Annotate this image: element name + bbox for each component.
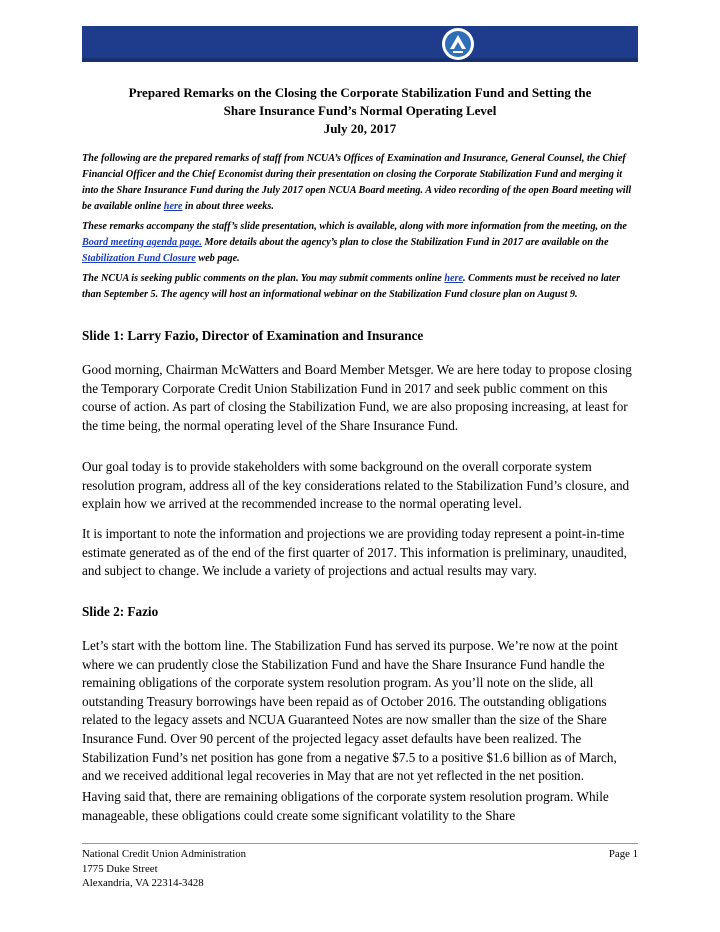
stabilization-fund-closure-link[interactable]: Stabilization Fund Closure <box>82 253 196 264</box>
slide2-paragraph-2: Having said that, there are remaining obligations of the corporate system resolution program. While manageable, these obligations could create some significant volatility to the Share <box>82 789 609 823</box>
intro3-text-end: . Comments must be received no later than September 5. The agency will host an informational webinar on the Stabilization Fund closure plan on August 9. <box>82 273 621 300</box>
intro1-text: The following are the prepared remarks of staff from NCUA’s Offices of Examination and Insurance, General Counsel, the Chief Financial Officer and the Chief Economist during their presentation on closing the Corporate Stabilization Fund and merging it into the Share Insurance Fund during the July 2017 open NCUA Board meeting. A video recording of the open Board meeting will be available online <box>82 153 632 212</box>
slide1-paragraph-3: It is important to note the information and projections we are providing today represent a point-in-time estimate generated as of the end of the first quarter of 2017. This information is preliminary, unaudited, and subject to change. We include a variety of projections and actual results may vary. <box>82 526 627 579</box>
intro2-text-end: web page. <box>195 253 240 264</box>
slide1-paragraph-1: Good morning, Chairman McWatters and Board Member Metsger. We are here today to propose closing the Temporary Corporate Credit Union Stabilization Fund in 2017 and seek public comment on this course of action. As part of closing the Stabilization Fund, we are also proposing increasing, at least for the time being, the normal operating level of the Share Insurance Fund. <box>82 362 632 433</box>
page-number: Page 1 <box>608 848 638 860</box>
comments-here-link[interactable]: here <box>444 273 464 284</box>
intro-paragraph-3 <box>82 271 638 303</box>
footer-city: Alexandria, VA 22314-3428 <box>82 877 204 889</box>
slide1-paragraph-2: Our goal today is to provide stakeholders with some background on the overall corporate system resolution program, address all of the key considerations related to the Stabilization Fund’s closure, and explain how we arrived at the recommended increase to the normal operating level. <box>82 459 630 512</box>
title-line-1: Prepared Remarks on the Closing the Corporate Stabilization Fund and Setting the <box>128 85 592 100</box>
page-footer <box>82 847 638 891</box>
intro-paragraph-1 <box>82 151 638 215</box>
header-banner <box>82 26 638 62</box>
slide2-heading: Slide 2: Fazio <box>82 604 159 619</box>
footer-divider <box>82 843 638 844</box>
intro2-text-middle: More details about the agency’s plan to close the Stabilization Fund in 2017 are available on the <box>201 237 609 248</box>
intro-paragraph-2 <box>82 219 638 267</box>
header-banner-edge <box>82 58 638 62</box>
video-here-link[interactable]: here <box>163 201 183 212</box>
intro1-text-end: in about three weeks. <box>182 201 274 212</box>
board-agenda-link[interactable]: Board meeting agenda page. <box>82 237 202 248</box>
footer-street: 1775 Duke Street <box>82 862 158 875</box>
footer-org: National Credit Union Administration <box>82 848 247 860</box>
intro2-text: These remarks accompany the staff’s slide presentation, which is available, along with more information from the meeting, on the <box>82 221 627 232</box>
slide2-paragraph-1: Let’s start with the bottom line. The Stabilization Fund has served its purpose. We’re now at the point where we can prudently close the Stabilization Fund and have the Share Insurance Fund handle the remaining obligations of the corporate system resolution program. As you’ll note on the slide, all outstanding Treasury borrowings have been repaid as of October 2016. The outstanding obligations related to the legacy assets and NCUA Guaranteed Notes are now smaller than the size of the Share Insurance Fund. Over 90 percent of the projected legacy asset defaults have been realized. The Stabilization Fund’s net position has gone from a negative $7.5 to a positive $1.6 billion as of March, and we received additional legal recoveries in May that are not yet reflected in the net position. <box>82 638 618 784</box>
slide1-heading: Slide 1: Larry Fazio, Director of Examination and Insurance <box>82 328 424 343</box>
ncua-eagle-logo-icon <box>441 27 475 61</box>
intro3-text: The NCUA is seeking public comments on the plan. You may submit comments online <box>82 273 445 284</box>
page-title <box>82 84 638 138</box>
title-line-2: Share Insurance Fund’s Normal Operating Level <box>223 103 497 118</box>
title-date: July 20, 2017 <box>323 121 397 136</box>
